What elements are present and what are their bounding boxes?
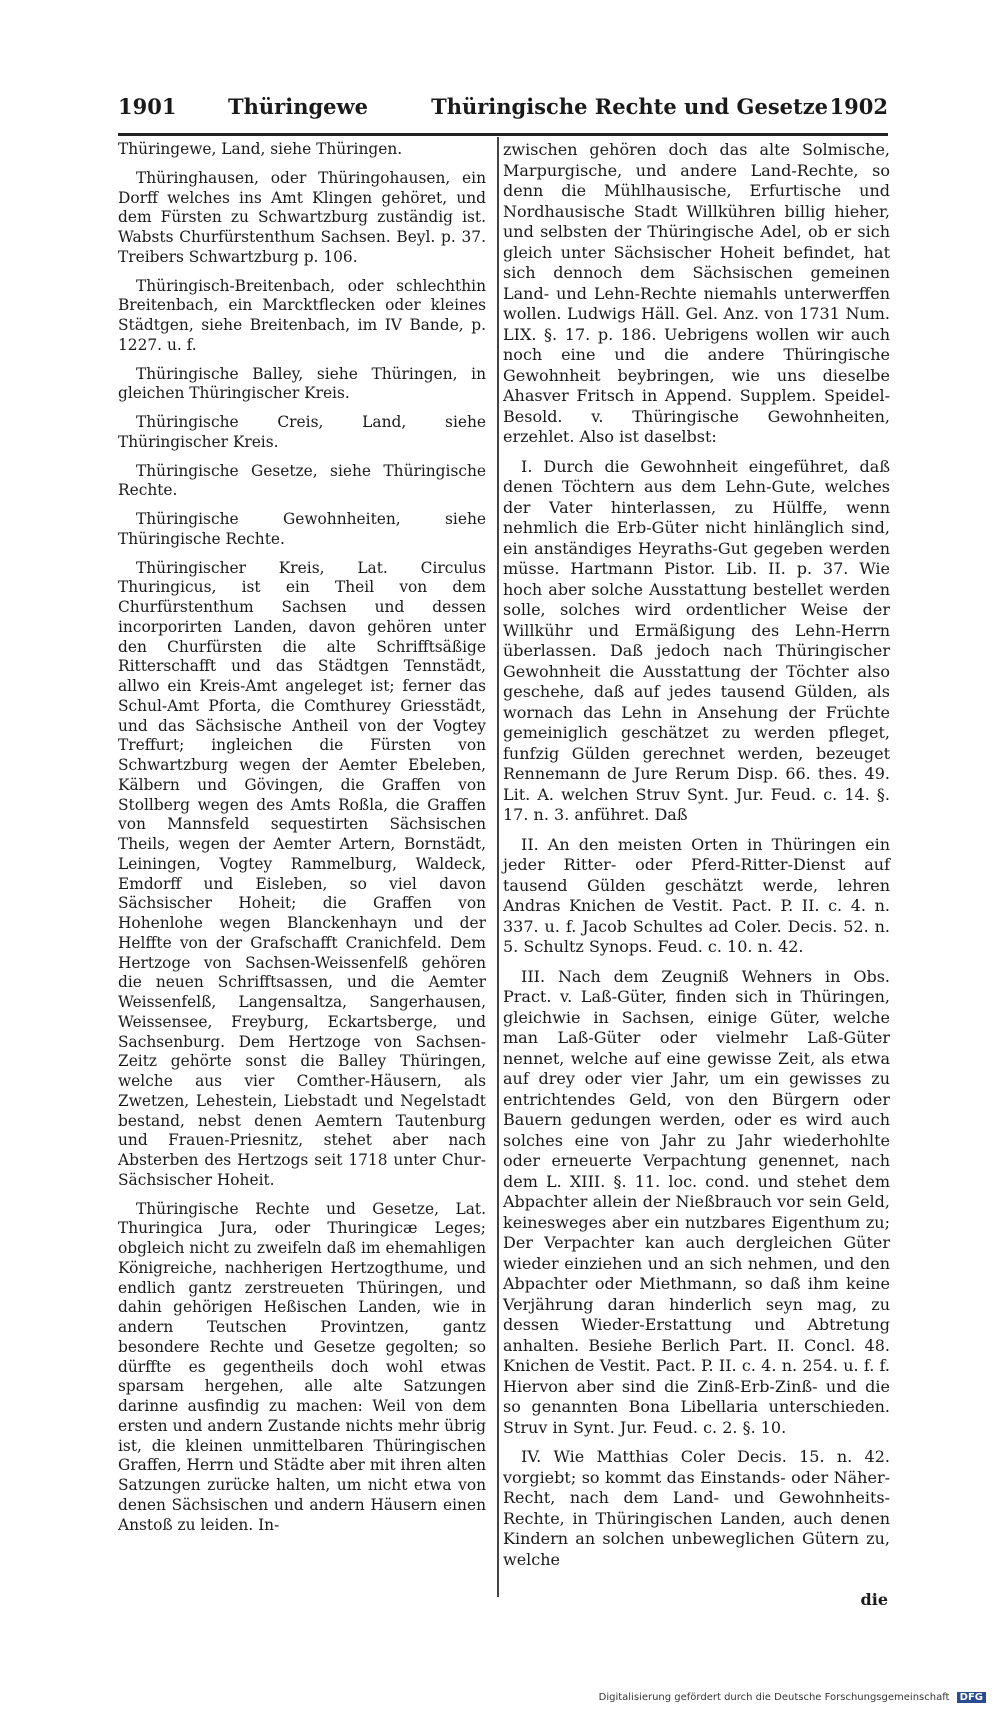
header-rule bbox=[118, 133, 888, 136]
entry-kreis: Thüringischer Kreis, Lat. Circulus Thuringicus, ist ein Theil von dem Churfürstenthum Sachsen und dessen incorporirten Landen, davon gehören unter den Churfürsten die alte Schrifftsäßige Ritterschafft und das Städtgen Tennstädt, allwo ein Kreis-Amt angeleget ist; ferner das Schul-Amt Pforta, die Comthurey Griesstädt, und das Sächsische Antheil von der Vogtey Treffurt; ingleichen die Fürsten von Schwartzburg wegen der Aemter Ebeleben, Kälbern und Gövingen, die Graffen von Stollberg wegen des Amts Roßla, die Graffen von Mannsfeld sequestirten Sächsischen Theils, wegen der Aemter Artern, Bornstädt, Leiningen, Vogtey Rammelburg, Waldeck, Emdorff und Eisleben, so viel davon Sächsischer Hoheit; die Graffen von Hohenlohe wegen Blanckenhayn und der Helffte von der Grafschafft Cranichfeld. Dem Hertzoge von Sachsen-Weissenfelß gehören die neuen Schrifftsassen, und die Aemter Weissenfelß, Langensaltza, Sangerhausen, Weissensee, Freyburg, Eckartsberge, und Sachsenburg. Dem Hertzoge von Sachsen-Zeitz gehörte sonst die Balley Thüringen, welche aus vier Comther-Häusern, als Zwetzen, Lehestein, Liebstadt und Negelstadt bestand, nebst denen Aemtern Tautenburg und Frauen-Priesnitz, stehet aber nach Absterben des Hertzogs seit 1718 unter Chur-Sächsischer Hoheit. bbox=[118, 558, 486, 1189]
entry-gewohnheiten: Thüringische Gewohnheiten, siehe Thüringische Rechte. bbox=[118, 510, 486, 548]
right-page-number: 1902 bbox=[829, 94, 888, 119]
right-column bbox=[503, 140, 890, 1579]
entry-rechte-und-gesetze: Thüringische Rechte und Gesetze, Lat. Thuringica Jura, oder Thuringicæ Leges; obgleich nicht zu zweifeln daß im ehemahligen Königreiche, nachherigen Hertzogthume, und endlich gantz zerstreueten Thüringen, und dahin gehörigen Heßischen Landen, wie in andern Teutschen Provintzen, gantz besondere Rechte und Gesetze gegolten; so dürffte es gegentheils doch wohl etwas sparsam hergehen, alle alte Satzungen darinne ausfindig zu machen: Weil von dem ersten und andern Zustande nichts mehr übrig ist, die kleinen unmittelbaren Thüringischen Graffen, Herrn und Städte aber mit ihren alten Satzungen zurücke halten, um nicht etwa von denen Sächsischen und andern Häusern einen Anstoß zu leiden. In- bbox=[118, 1199, 486, 1534]
column-divider bbox=[497, 137, 499, 1597]
footer-credit: Digitalisierung gefördert durch die Deutsche Forschungsgemeinschaft bbox=[598, 1692, 950, 1703]
page-header bbox=[118, 94, 888, 130]
entry-thueringhausen: Thüringhausen, oder Thüringohausen, ein Dorff welches ins Amt Klingen gehöret, und dem Fürsten zu Schwartzburg zuständig ist. Wabsts Churfürstenthum Sachsen. Beyl. p. 37. Treibers Schwartzburg p. 106. bbox=[118, 168, 486, 266]
paragraph-iv: IV. Wie Matthias Coler Decis. 15. n. 42. vorgiebt; so kommt das Einstands- oder Näher-Recht, nach dem Land- und Gewohnheits-Rechte, in Thüringischen Landen, auch denen Kindern an solchen unbeweglichen Gütern zu, welche bbox=[503, 1447, 890, 1569]
left-page-number: 1901 bbox=[118, 94, 177, 119]
entry-thueringewe: Thüringewe, Land, siehe Thüringen. bbox=[118, 140, 403, 158]
paragraph-ii: II. An den meisten Orten in Thüringen ein jeder Ritter- oder Pferd-Ritter-Dienst auf tausend Gülden geschätzt werde, lehren Andras Knichen de Vestit. Pact. P. II. c. 4. n. 337. u. f. Jacob Schultes ad Coler. Decis. 52. n. 5. Schultz Synops. Feud. c. 10. n. 42. bbox=[503, 834, 890, 956]
catchword: die bbox=[860, 1590, 888, 1609]
entry-breitenbach: Thüringisch-Breitenbach, oder schlechthin Breitenbach, ein Marcktflecken oder kleines Städtgen, siehe Breitenbach, im IV Bande, p. 1227. u. f. bbox=[118, 276, 486, 354]
entry-gesetze: Thüringische Gesetze, siehe Thüringische Rechte. bbox=[118, 461, 486, 500]
left-column bbox=[118, 140, 486, 1544]
entry-balley: Thüringische Balley, siehe Thüringen, in gleichen Thüringischer Kreis. bbox=[118, 364, 486, 403]
paragraph-continuation: zwischen gehören doch das alte Solmische, Marpurgische, und andere Land-Rechte, so denn die Mühlhausische, Erfurtische und Nordhausische Stadt Willkühren billig hieher, und selbsten der Thüringische Adel, ob er sich gleich unter Sächsischer Hoheit befindet, hat sich dennoch dem Sächsischen gemeinen Land- und Lehn-Rechte niemahls unterwerffen wollen. Ludwigs Häll. Gel. Anz. von 1731 Num. LIX. §. 17. p. 186. Uebrigens wollen wir auch noch eine und die andere Thüringische Gewohnheit beybringen, wie uns dieselbe Ahasver Fritsch in Append. Supplem. Speidel-Besold. v. Thüringische Gewohnheiten, erzehlet. Also ist daselbst: bbox=[503, 140, 890, 446]
entry-creis: Thüringische Creis, Land, siehe Thüringischer Kreis. bbox=[118, 413, 486, 451]
paragraph-iii: III. Nach dem Zeugniß Wehners in Obs. Pract. v. Laß-Güter, finden sich in Thüringen, gleichwie in Sachsen, einige Güter, welche man Laß-Güter oder vielmehr Laß-Güter nennet, welche auf eine gewisse Zeit, als etwa auf drey oder vier Jahr, um ein gewisses zu entrichtendes Geld, von den Bürgern oder Bauern gedungen werden, oder es wird auch solches eine von Jahr zu Jahr wiederhohlte oder erneuerte Verpachtung genennet, nach dem L. XIII. §. 11. loc. cond. und stehet dem Abpachter allein der Nießbrauch vor sein Geld, keinesweges aber ein nutzbares Eigenthum zu; Der Verpachter kan auch dergleichen Güter wieder einziehen und an sich nehmen, und den Abpachter oder Miethmann, so daß ihm keine Verjährung daran hinderlich seyn mag, zu dessen Wieder-Erstattung und Abtretung anhalten. Besiehe Berlich Part. II. Concl. 48. Knichen de Vestit. Pact. P. II. c. 4. n. 254. u. f. f. Hiervon aber sind die Zinß-Erb-Zinß- und die so genannten Bona Libellaria unterschieden. Struv in Synt. Jur. Feud. c. 2. §. 10. bbox=[503, 966, 890, 1437]
dfg-logo: DFG bbox=[957, 1692, 986, 1703]
left-running-title: Thüringewe bbox=[228, 94, 368, 119]
paragraph-i: I. Durch die Gewohnheit eingeführet, daß denen Töchtern aus dem Lehn-Gute, welches der Vater hinterlassen, zu Hülffe, wenn nehmlich die Erb-Güter nicht hinlänglich sind, ein anständiges Heyraths-Gut gegeben werden müsse. Hartmann Pistor. Lib. II. p. 37. Wie hoch aber solche Ausstattung bestellet werden solle, solches wird ordentlicher Weise der Willkühr und Ermäßigung des Lehn-Herrn überlassen. Daß jedoch nach Thüringischer Gewohnheit die Ausstattung der Töchter also geschehe, daß auf jedes tausend Gülden, als wornach das Lehn in Ansehung der Früchte gemeiniglich geschätzet zu werden pfleget, funfzig Gülden gerechnet werden, bezeuget Rennemann de Jure Rerum Disp. 66. thes. 49. Lit. A. welchen Struv Synt. Jur. Feud. c. 14. §. 17. n. 3. anführet. Daß bbox=[503, 456, 890, 824]
right-running-title: Thüringische Rechte und Gesetze bbox=[431, 94, 828, 119]
footer bbox=[599, 1692, 986, 1703]
